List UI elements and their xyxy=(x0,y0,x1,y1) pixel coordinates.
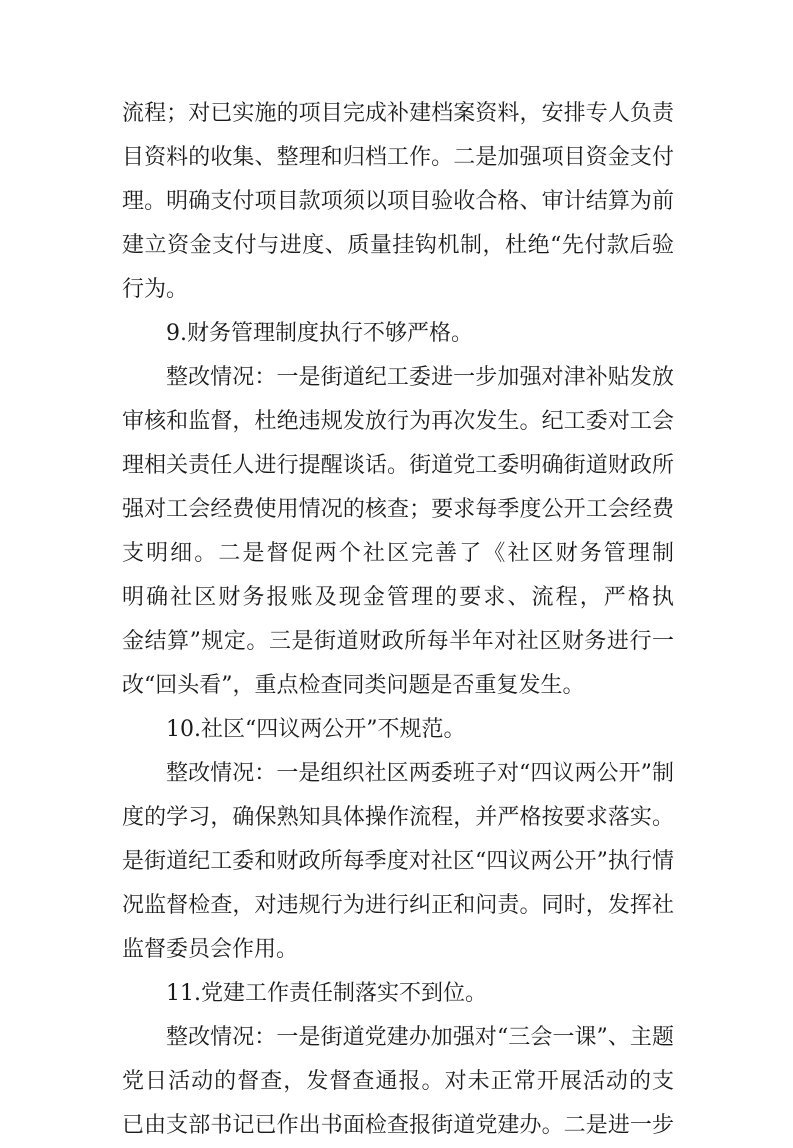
text-line: 是街道纪工委和财政所每季度对社区“四议两公开”执行情 xyxy=(122,849,674,874)
text-line: 行为。 xyxy=(122,277,189,302)
text-line: 强对工会经费使用情况的核查；要求每季度公开工会经费 xyxy=(122,497,674,522)
text-line: 整改情况：一是街道纪工委进一步加强对津补贴发放 xyxy=(166,365,674,390)
text-line: 支明细。二是督促两个社区完善了《社区财务管理制 xyxy=(122,541,674,566)
text-line: 9.财务管理制度执行不够严格。 xyxy=(166,321,473,346)
text-line: 11.党建工作责任制落实不到位。 xyxy=(166,981,487,1006)
text-line: 监督委员会作用。 xyxy=(122,937,299,962)
body-text xyxy=(122,92,674,1148)
text-line: 况监督检查，对违规行为进行纠正和问责。同时，发挥社 xyxy=(122,893,674,918)
text-line: 流程；对已实施的项目完成补建档案资料，安排专人负责 xyxy=(122,101,674,126)
text-line: 理。明确支付项目款项须以项目验收合格、审计结算为前 xyxy=(122,189,674,214)
text-line: 建立资金支付与进度、质量挂钩机制，杜绝“先付款后验 xyxy=(122,233,674,258)
text-line: 整改情况：一是街道党建办加强对“三会一课”、主题 xyxy=(166,1025,674,1050)
text-line: 10.社区“四议两公开”不规范。 xyxy=(166,717,466,742)
text-line: 已由支部书记已作出书面检查报街道党建办。二是进一步 xyxy=(122,1113,674,1138)
text-line: 整改情况：一是组织社区两委班子对“四议两公开”制 xyxy=(166,761,674,786)
text-line: 党日活动的督查，发督查通报。对未正常开展活动的支 xyxy=(122,1069,674,1094)
text-line: 目资料的收集、整理和归档工作。二是加强项目资金支付 xyxy=(122,145,674,170)
text-line: 明确社区财务报账及现金管理的要求、流程，严格执 xyxy=(122,585,674,610)
text-line: 审核和监督，杜绝违规发放行为再次发生。纪工委对工会 xyxy=(122,409,674,434)
text-line: 改“回头看”，重点检查同类问题是否重复发生。 xyxy=(122,673,585,698)
text-line: 度的学习，确保熟知具体操作流程，并严格按要求落实。 xyxy=(122,805,674,830)
text-line: 金结算”规定。三是街道财政所每半年对社区财务进行一 xyxy=(122,629,674,654)
text-line: 理相关责任人进行提醒谈话。街道党工委明确街道财政所 xyxy=(122,453,674,478)
